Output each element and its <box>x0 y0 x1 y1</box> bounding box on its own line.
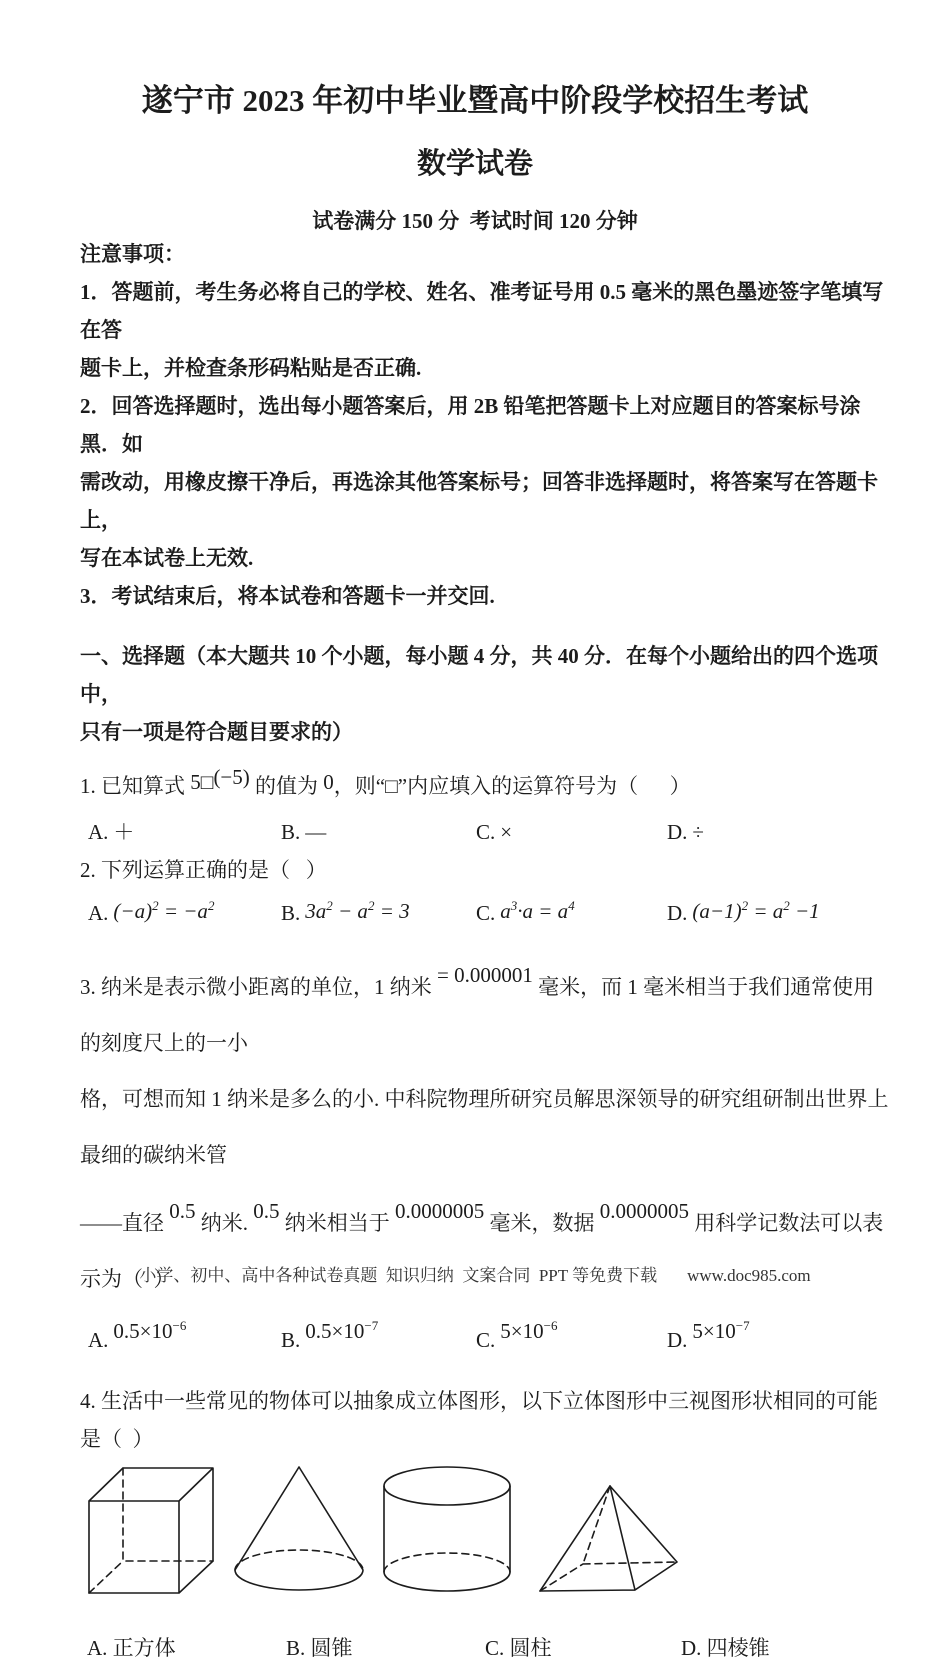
question-1-expression-sup: (−5) <box>213 765 250 789</box>
question-3-inline-value: 0.0000005 <box>395 1199 485 1223</box>
question-3-option-b <box>281 1309 476 1362</box>
question-2-option-b <box>281 889 476 935</box>
exam-meta: 试卷满分 150 分 考试时间 120 分钟 <box>312 209 638 233</box>
square-pyramid-figure <box>538 1484 680 1594</box>
option-formula: $3a^2 - a^2 = 3$ <box>305 898 410 923</box>
notice-item-2-line-3: 写在本试卷上无效. <box>80 546 254 570</box>
option-label: D. <box>667 1328 688 1352</box>
question-3-text: 纳米相当于 <box>279 1211 395 1235</box>
notice-item-1-line-2: 题卡上，并检查条形码粘贴是否正确. <box>80 356 422 380</box>
option-value: × <box>500 820 513 844</box>
question-3-text: 毫米，而 1 毫米相当于我们通常使用的刻度尺上的一小 <box>80 975 875 1055</box>
option-label: D. <box>667 901 688 925</box>
page-footer <box>0 1264 950 1288</box>
question-1-option-b <box>281 813 476 851</box>
option-label: C. <box>476 901 496 925</box>
question-2-option-a <box>88 889 281 935</box>
cylinder-figure <box>380 1464 514 1594</box>
figure-label-cone: B. 圆锥 <box>286 1636 353 1660</box>
question-1-stem <box>80 755 890 808</box>
question-2-option-d <box>667 889 890 935</box>
question-1-option-d <box>667 813 890 851</box>
question-3-inline-value: 0.0000005 <box>599 1199 689 1223</box>
option-formula: $0.5\times 10^{-7}$ <box>305 1318 379 1343</box>
option-formula: $5\times 10^{-7}$ <box>692 1318 750 1343</box>
question-2-stem: 2. 下列运算正确的是（ ） <box>80 858 327 882</box>
question-3 <box>80 947 890 1307</box>
question-4-figures <box>80 1464 890 1669</box>
exam-body <box>0 235 950 1669</box>
question-1-option-a <box>88 813 281 851</box>
question-4-stem: 4. 生活中一些常见的物体可以抽象成立体图形，以下立体图形中三视图形状相同的可能是（ ） <box>80 1389 878 1451</box>
question-1-options <box>80 813 890 851</box>
question-3-options <box>80 1309 890 1362</box>
question-1-expression: 5□ <box>190 770 214 794</box>
question-1-text: 1. 已知算式 <box>80 774 191 798</box>
page-subtitle: 数学试卷 <box>416 148 533 180</box>
option-label: C. <box>476 820 496 844</box>
question-1-text-suffix: ，则“□”内应填入的运算符号为（ ） <box>333 774 691 798</box>
option-label: A. <box>88 1328 109 1352</box>
question-3-line-1 <box>80 947 890 1071</box>
cube-drawing <box>85 1464 217 1596</box>
option-label: C. <box>476 1328 496 1352</box>
question-3-option-d <box>667 1309 890 1362</box>
option-value: ＋ <box>113 820 135 844</box>
option-formula: $(-a)^2 = -a^2$ <box>113 898 215 923</box>
option-formula: $a^3\cdot a = a^4$ <box>500 898 575 923</box>
option-value: — <box>305 820 327 844</box>
question-3-option-a <box>88 1309 281 1362</box>
cylinder-drawing <box>380 1464 514 1594</box>
option-label: B. <box>281 1328 301 1352</box>
footer-text: 小学、初中、高中各种试卷真题 知识归纳 文案合同 PPT 等免费下载 <box>139 1266 658 1285</box>
question-2-option-c <box>476 889 667 935</box>
section-1-title-line-2: 只有一项是符合题目要求的） <box>80 720 353 744</box>
figure-label-cylinder: C. 圆柱 <box>485 1636 552 1660</box>
notice-item-2-line-1: 2．回答选择题时，选出每小题答案后，用 2B 铅笔把答题卡上对应题目的答案标号涂黑．如 <box>80 394 861 456</box>
option-label: B. <box>281 901 301 925</box>
page-title: 遂宁市 2023 年初中毕业暨高中阶段学校招生考试 <box>141 83 809 118</box>
question-3-text: 毫米，数据 <box>484 1211 600 1235</box>
question-3-text: ——直径 <box>80 1211 170 1235</box>
option-label: A. <box>88 901 109 925</box>
figure-label-cube: A. 正方体 <box>87 1636 176 1660</box>
cone-figure <box>230 1464 366 1594</box>
question-3-inline-value: 0.5 <box>253 1199 280 1223</box>
notice-item-2-line-2: 需改动，用橡皮擦干净后，再选涂其他答案标号；回答非选择题时，将答案写在答题卡上， <box>80 470 878 532</box>
figure-label-pyramid: D. 四棱锥 <box>681 1636 770 1660</box>
cube-figure <box>85 1464 217 1596</box>
question-3-text: 3. 纳米是表示微小距离的单位，1 纳米 <box>80 975 437 999</box>
option-formula: $5\times 10^{-6}$ <box>500 1318 558 1343</box>
option-label: A. <box>88 820 109 844</box>
option-formula: $(a-1)^2 = a^2 -1$ <box>692 898 820 923</box>
question-1-option-c <box>476 813 667 851</box>
cone-drawing <box>230 1464 366 1594</box>
option-formula: $0.5\times 10^{-6}$ <box>113 1318 187 1343</box>
option-label: D. <box>667 820 688 844</box>
question-1-text-mid: 的值为 <box>249 774 324 798</box>
section-1-title-line-1: 一、选择题（本大题共 10 个小题，每小题 4 分，共 40 分．在每个小题给出的四个选项中， <box>80 644 878 706</box>
question-1-value: 0 <box>323 770 334 794</box>
option-label: B. <box>281 820 301 844</box>
question-3-line-2: 格，可想而知 1 纳米是多么的小. 中科院物理所研究员解思深领导的研究组研制出世界上最细的碳纳米管 <box>80 1087 889 1167</box>
option-value: ÷ <box>692 820 704 844</box>
question-3-line-3 <box>80 1183 890 1307</box>
question-3-inline-value: = 0.000001 <box>437 963 533 987</box>
notice-item-3: 3．考试结束后，将本试卷和答题卡一并交回. <box>80 584 495 608</box>
square-pyramid-drawing <box>538 1484 680 1594</box>
footer-site: www.doc985.com <box>687 1266 811 1285</box>
question-3-option-c <box>476 1309 667 1362</box>
question-3-text: 用科学记数法可以表示为（ ） <box>80 1211 884 1291</box>
notice-heading: 注意事项： <box>80 242 185 266</box>
question-3-text: 纳米. <box>195 1211 254 1235</box>
notice-item-1-line-1: 1．答题前，考生务必将自己的学校、姓名、准考证号用 0.5 毫米的黑色墨迹签字笔填写在答 <box>80 280 884 342</box>
question-3-inline-value: 0.5 <box>169 1199 196 1223</box>
question-2-options <box>80 889 890 935</box>
